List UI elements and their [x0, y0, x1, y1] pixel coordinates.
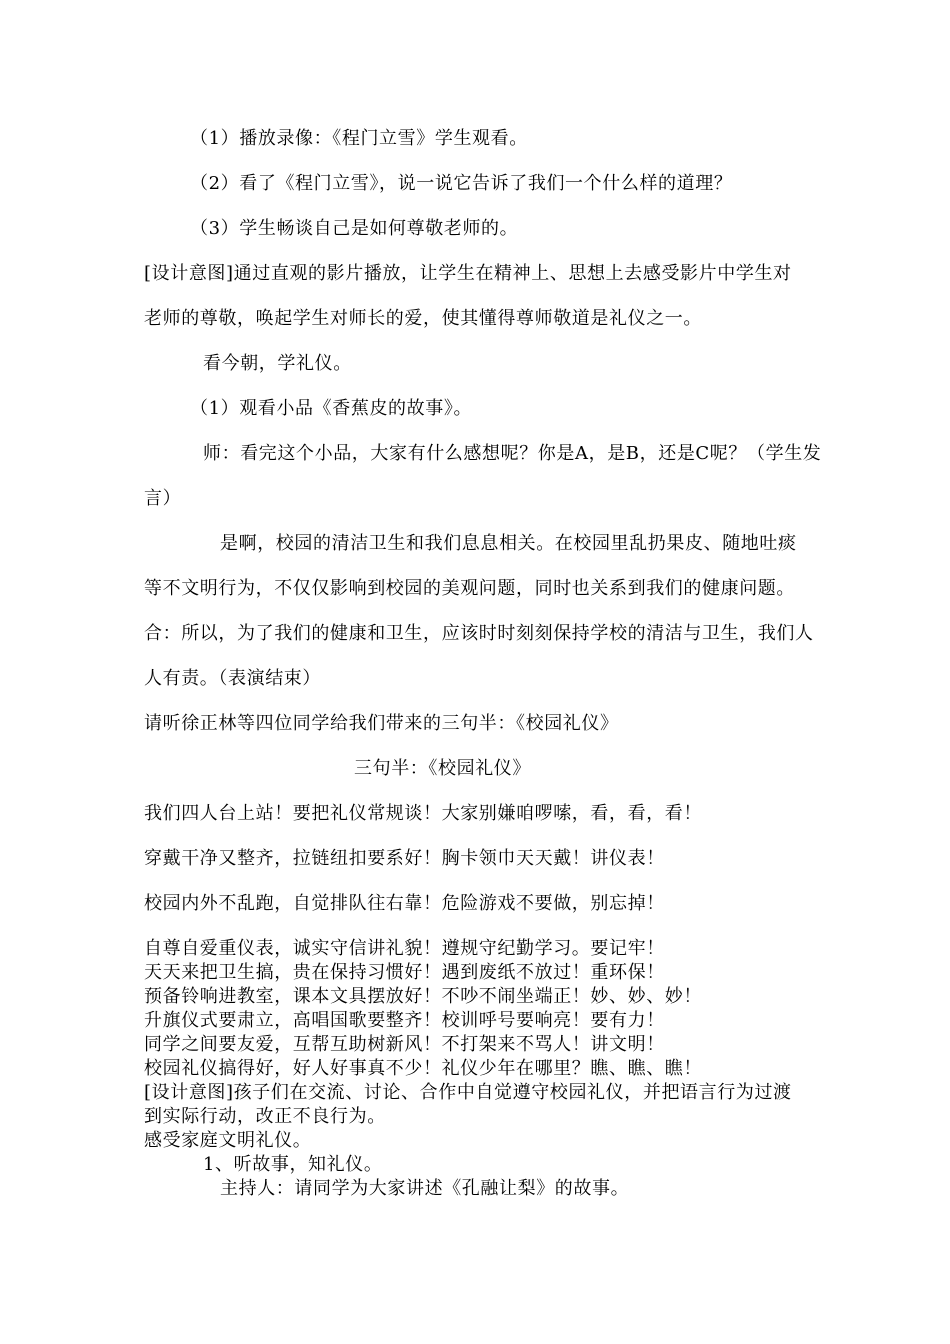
text-line: （2）看了《程门立雪》，说一说它告诉了我们一个什么样的道理？	[190, 173, 733, 194]
text-line: 是啊，校园的清洁卫生和我们息息相关。在校园里乱扔果皮、随地吐痰	[220, 533, 797, 554]
text-line: 到实际行动，改正不良行为。	[144, 1106, 386, 1127]
poem-line: 校园礼仪搞得好，好人好事真不少！礼仪少年在哪里？瞧、瞧、瞧！	[144, 1058, 702, 1079]
poem-line: 自尊自爱重仪表，诚实守信讲礼貌！遵规守纪勤学习。要记牢！	[144, 938, 665, 959]
text-line: 人有责。（表演结束）	[144, 668, 321, 689]
section-heading: 感受家庭文明礼仪。	[144, 1130, 312, 1151]
poem-line: 校园内外不乱跑，自觉排队往右靠！危险游戏不要做，别忘掉！	[144, 893, 665, 914]
text-line: [设计意图]通过直观的影片播放，让学生在精神上、思想上去感受影片中学生对	[144, 263, 792, 284]
poem-line: 我们四人台上站！要把礼仪常规谈！大家别嫌咱啰嗦，看，看，看！	[144, 803, 702, 824]
poem-line: 同学之间要友爱，互帮互助树新风！不打架来不骂人！讲文明！	[144, 1034, 665, 1055]
text-line: 1、听故事，知礼仪。	[203, 1154, 383, 1175]
text-line: （3）学生畅谈自己是如何尊敬老师的。	[190, 218, 519, 239]
text-line: 老师的尊敬，唤起学生对师长的爱，使其懂得尊师敬道是礼仪之一。	[144, 308, 702, 329]
text-line: 师：看完这个小品，大家有什么感想呢？你是A，是B，还是C呢？（学生发	[203, 443, 822, 464]
poem-title: 三句半：《校园礼仪》	[354, 758, 531, 779]
poem-line: 升旗仪式要肃立，高唱国歌要整齐！校训呼号要响亮！要有力！	[144, 1010, 665, 1031]
section-heading: 看今朝，学礼仪。	[203, 353, 352, 374]
text-line: （1）观看小品《香蕉皮的故事》。	[190, 398, 473, 419]
text-line: 言）	[144, 488, 182, 509]
text-line: [设计意图]孩子们在交流、讨论、合作中自觉遵守校园礼仪，并把语言行为过渡	[144, 1082, 792, 1103]
text-line: 主持人：请同学为大家讲述《孔融让梨》的故事。	[220, 1178, 630, 1199]
text-line: 等不文明行为，不仅仅影响到校园的美观问题，同时也关系到我们的健康问题。	[144, 578, 795, 599]
poem-line: 穿戴干净又整齐，拉链纽扣要系好！胸卡领巾天天戴！讲仪表！	[144, 848, 665, 869]
text-line: 合：所以，为了我们的健康和卫生，应该时时刻刻保持学校的清洁与卫生，我们人	[144, 623, 814, 644]
text-line: 请听徐正林等四位同学给我们带来的三句半：《校园礼仪》	[144, 713, 619, 734]
text-line: （1）播放录像：《程门立雪》学生观看。	[190, 128, 528, 149]
poem-line: 预备铃响进教室，课本文具摆放好！不吵不闹坐端正！妙、妙、妙！	[144, 986, 702, 1007]
poem-line: 天天来把卫生搞，贵在保持习惯好！遇到废纸不放过！重环保！	[144, 962, 665, 983]
